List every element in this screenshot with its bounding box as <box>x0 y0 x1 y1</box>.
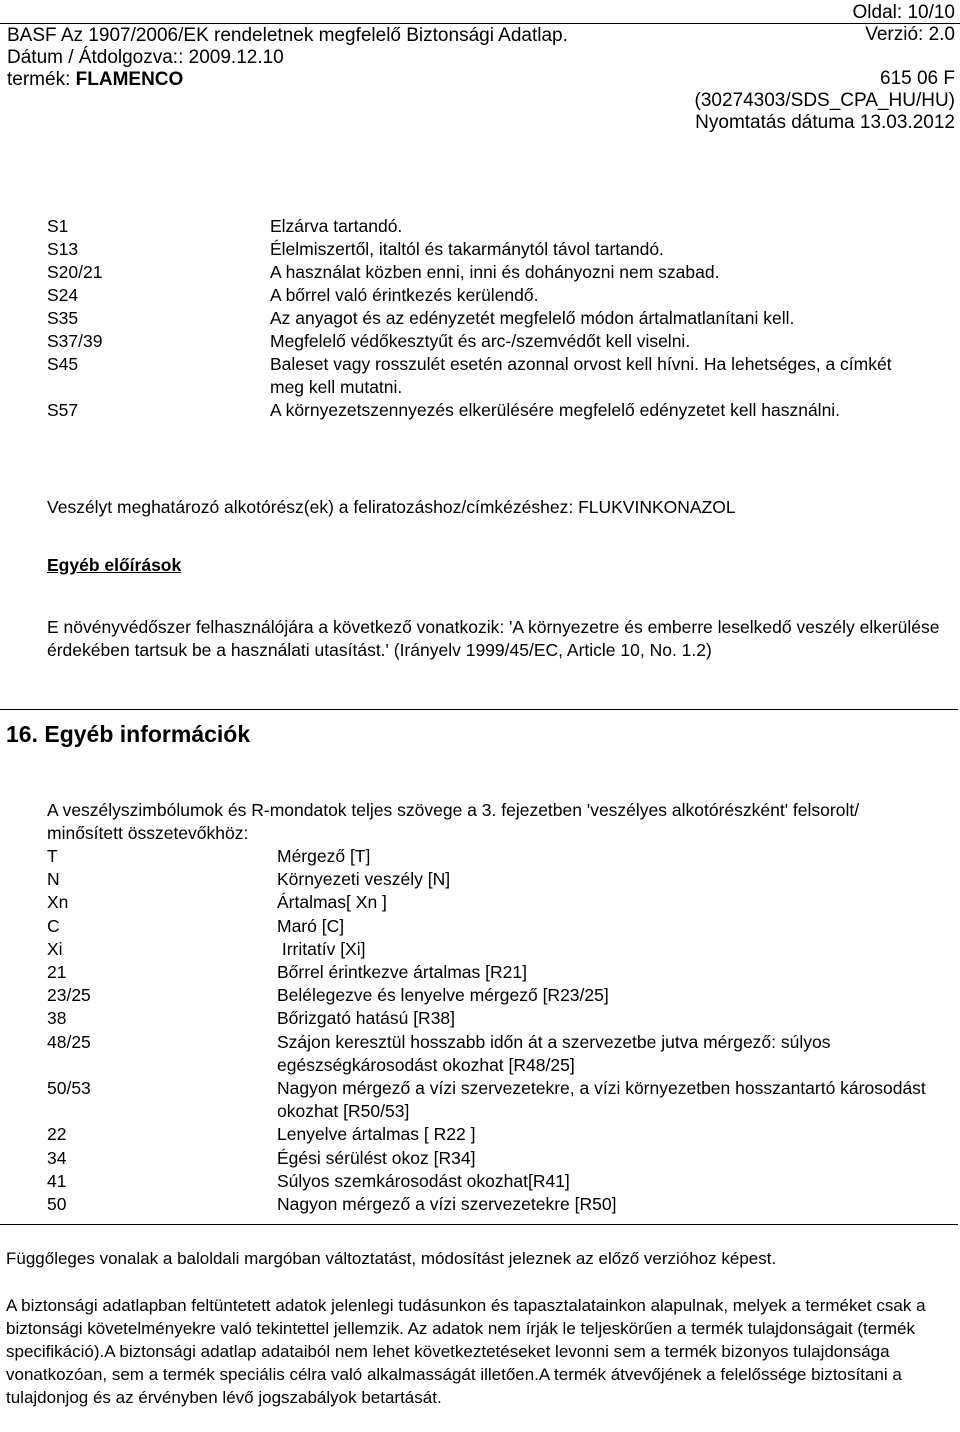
hazard-components: Veszélyt meghatározó alkotórész(ek) a feliratozáshoz/címkézéshez: FLUKVINKONAZOL <box>47 497 736 517</box>
table-row <box>47 961 927 984</box>
table-row <box>47 915 927 938</box>
symbol-text: Lenyelve ártalmas [ R22 ] <box>277 1124 476 1145</box>
symbol-text: Mérgező [T] <box>277 846 371 866</box>
s-code: S24 <box>47 285 79 305</box>
s-code: S37/39 <box>47 331 103 351</box>
symbol-text: Bőrizgató hatású [R38] <box>277 1008 456 1029</box>
symbol-code: 22 <box>47 1124 67 1145</box>
s-code: S35 <box>47 308 79 328</box>
regulation-title: BASF Az 1907/2006/EK rendeletnek megfelelő Biztonsági Adatlap. <box>7 25 568 46</box>
table-row <box>47 1031 927 1077</box>
table-row <box>47 1077 927 1123</box>
section-16-intro: A veszélyszimbólumok és R-mondatok teljes szövege a 3. fejezetben 'veszélyes alkotórészként' felsorolt/ minősített összetevőkhöz: <box>47 800 860 843</box>
symbol-text: Nagyon mérgező a vízi szervezetekre [R50] <box>277 1194 617 1215</box>
symbol-text: Bőrrel érintkezve ártalmas [R21] <box>277 962 527 983</box>
sds-id: (30274303/SDS_CPA_HU/HU) <box>694 90 955 111</box>
product-name: FLAMENCO <box>75 69 184 90</box>
symbol-code: 23/25 <box>47 985 91 1006</box>
s-text: A használat közben enni, inni és dohányozni nem szabad. <box>270 262 720 282</box>
table-row <box>47 984 927 1007</box>
s-code: S57 <box>47 400 79 420</box>
symbol-text: Irritatív [Xi] <box>277 938 366 959</box>
product-prefix: termék: <box>7 69 71 90</box>
symbol-text: Maró [C] <box>277 915 345 936</box>
symbol-code: 48/25 <box>47 1031 91 1052</box>
list-item <box>47 307 900 330</box>
s-text: Elzárva tartandó. <box>270 216 403 236</box>
symbol-text: Szájon keresztül hosszabb időn át a szervezetbe jutva mérgező: súlyos egészségkárosodást okozhat [R48/25] <box>277 1031 831 1075</box>
symbol-table <box>47 845 927 1216</box>
list-item <box>47 330 900 353</box>
table-row <box>47 845 927 868</box>
symbol-text: Égési sérülést okoz [R34] <box>277 1147 476 1168</box>
symbol-code: T <box>47 846 58 866</box>
symbol-code: N <box>47 869 60 890</box>
symbol-code: 34 <box>47 1147 67 1168</box>
symbol-code: 21 <box>47 962 67 983</box>
symbol-text: Ártalmas[ Xn ] <box>277 892 387 913</box>
table-row <box>47 938 927 961</box>
product-code: 615 06 F <box>880 68 955 89</box>
other-rules-text: E növényvédőszer felhasználójára a következő vonatkozik: 'A környezetre és emberre leselkedő veszély elkerülése érdekében tartsuk be a használati utasítást.' (Irányelv 1999/45/EC, Article 10, No. 1.2) <box>47 617 940 660</box>
symbol-text: Nagyon mérgező a vízi szervezetekre, a vízi környezetben hosszantartó károsodást okozhat [R50/53] <box>277 1078 926 1122</box>
list-item <box>47 399 900 422</box>
list-item <box>47 238 900 261</box>
s-text: Az anyagot és az edényzetét megfelelő módon ártalmatlanítani kell. <box>270 308 795 328</box>
s-text: Élelmiszertől, italtól és takarmánytól távol tartandó. <box>270 239 664 259</box>
table-row <box>47 891 927 914</box>
revision-date: Dátum / Átdolgozva:: 2009.12.10 <box>7 47 284 68</box>
header-rule <box>0 23 960 24</box>
s-text: A bőrrel való érintkezés kerülendő. <box>270 285 539 305</box>
s-text: Baleset vagy rosszulét esetén azonnal orvost kell hívni. Ha lehetséges, a címkét meg kell mutatni. <box>270 354 892 397</box>
symbol-code: 50/53 <box>47 1078 91 1099</box>
symbol-code: 50 <box>47 1194 67 1215</box>
symbol-text: Környezeti veszély [N] <box>277 869 451 890</box>
table-row <box>47 1147 927 1170</box>
list-item <box>47 353 900 399</box>
s-code: S45 <box>47 354 79 374</box>
section-16-heading: 16. Egyéb információk <box>6 721 251 747</box>
table-row <box>47 1170 927 1193</box>
list-item <box>47 284 900 307</box>
version: Verzió: 2.0 <box>865 24 955 45</box>
s-text: Megfelelő védőkesztyűt és arc-/szemvédőt kell viselni. <box>270 331 691 351</box>
table-row <box>47 1007 927 1030</box>
s-text: A környezetszennyezés elkerülésére megfelelő edényzetet kell használni. <box>270 400 841 420</box>
symbol-text: Belélegezve és lenyelve mérgező [R23/25] <box>277 985 609 1006</box>
table-row <box>47 1193 927 1216</box>
symbol-code: 41 <box>47 1170 67 1191</box>
s-code: S1 <box>47 216 69 236</box>
table-row <box>47 868 927 891</box>
print-date: Nyomtatás dátuma 13.03.2012 <box>695 112 955 133</box>
other-rules-heading: Egyéb előírások <box>47 555 182 575</box>
list-item <box>47 215 900 238</box>
symbol-code: 38 <box>47 1008 67 1029</box>
s-code: S13 <box>47 239 79 259</box>
footer-rule <box>0 1224 958 1225</box>
document-header-left <box>7 25 568 91</box>
product-line <box>7 69 568 91</box>
disclaimer: A biztonsági adatlapban feltüntetett adatok jelenlegi tudásunkon és tapasztalatainkon alapulnak, melyek a terméket csak a biztonsági követelményekre való tekintettel jellemzik. Az adatok nem írják le teljeskörűen a termék tulajdonságait (termék specifikáció).A biztonsági adatlap adataiból nem lehet következtetéseket levonni sem a termék bizonyos tulajdonsága vonatkozóan, sem a termék speciális célra való alkalmasságát illetően.A termék átvevőjének a felelőssége biztosítani a tulajdonjog és az érvényben lévő jogszabályok betartását. <box>6 1296 926 1407</box>
symbol-code: C <box>47 915 60 936</box>
s-phrase-list <box>47 215 900 422</box>
symbol-code: Xi <box>47 938 63 959</box>
symbol-code: Xn <box>47 892 69 913</box>
document-header-right <box>695 2 956 134</box>
page-number: Oldal: 10/10 <box>852 2 955 23</box>
table-row <box>47 1123 927 1146</box>
s-code: S20/21 <box>47 262 103 282</box>
symbol-text: Súlyos szemkárosodást okozhat[R41] <box>277 1170 570 1191</box>
list-item <box>47 261 900 284</box>
section-rule <box>0 709 958 710</box>
revision-note: Függőleges vonalak a baloldali margóban változtatást, módosítást jeleznek az előző verzióhoz képest. <box>6 1249 777 1268</box>
